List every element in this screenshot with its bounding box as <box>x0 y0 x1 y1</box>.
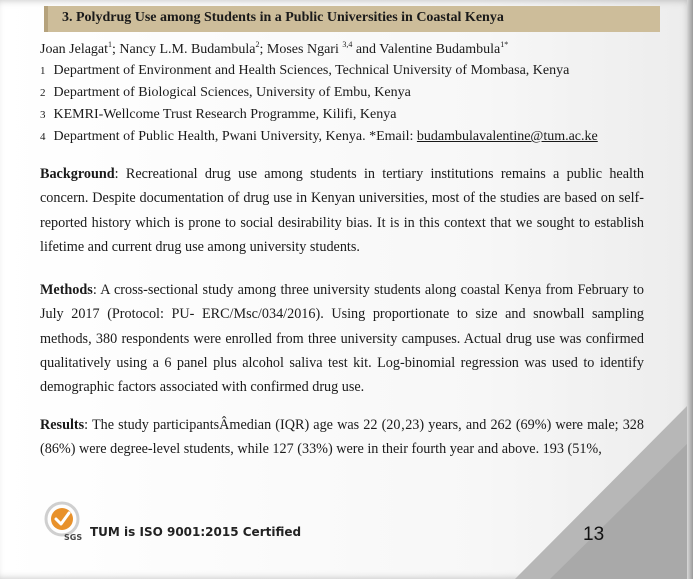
email-link[interactable]: budambulavalentine@tum.ac.ke <box>416 129 598 144</box>
page-number: 13 <box>583 524 605 545</box>
background-paragraph: Background: Recreational drug use among students in tertiary institutions remains a public health concern. Despite documentation of drug use in Kenyan universities, most of the studies are based on self-reported history which is prone to social desirability bias. It is in this context that we sought to establish lifetime and current drug use among university students. <box>40 166 644 255</box>
author-line: Joan Jelagat$^1$; Nancy L.M. Budambula$^2$; Moses Ngari $^{3,4}$ and Valentine Budambula$^{1*}$ <box>40 40 509 57</box>
affiliation-4: 4 Department of Public Health, Pwani University, Kenya. *Email: budambulavalentine@tum.ac.ke <box>40 129 598 144</box>
sgs-logo-text: SGS <box>64 533 83 542</box>
affiliation-2: 2 Department of Biological Sciences, University of Embu, Kenya <box>40 85 411 100</box>
iso-certification-text: TUM is ISO 9001:2015 Certified <box>90 525 302 539</box>
results-label: Results <box>40 417 85 433</box>
results-paragraph: Results: The study participantsÂmedian (IQR) age was 22 (20‚23) years, and 262 (69%) were male; 328 (86%) were degree-level students, while 127 (33%) were in their fourth year and above. 193 (51%, <box>40 417 644 458</box>
section-title: 3. Polydrug Use among Students in a Public Universities in Coastal Kenya <box>62 10 504 25</box>
page-edge-shadow <box>687 0 693 579</box>
methods-label: Methods <box>40 282 93 298</box>
background-label: Background <box>40 166 115 182</box>
methods-paragraph: Methods: A cross-sectional study among three university students along coastal Kenya from February to July 2017 (Protocol: PU- ERC/Msc/034/2016). Using proportionate to size and snowball sampling methods, 380 respondents were enrolled from three university campuses. Actual drug use was confirmed qualitatively using a 6 panel plus alcohol saliva test kit. Log-binomial regression was used to identify demographic factors associated with confirmed drug use. <box>40 282 644 396</box>
affiliation-3: 3 KEMRI-Wellcome Trust Research Programme, Kilifi, Kenya <box>40 107 397 122</box>
author-block <box>40 39 660 148</box>
affiliation-1: 1 Department of Environment and Health Sciences, Technical University of Mombasa, Kenya <box>40 63 570 78</box>
sgs-certification-logo <box>40 500 86 542</box>
